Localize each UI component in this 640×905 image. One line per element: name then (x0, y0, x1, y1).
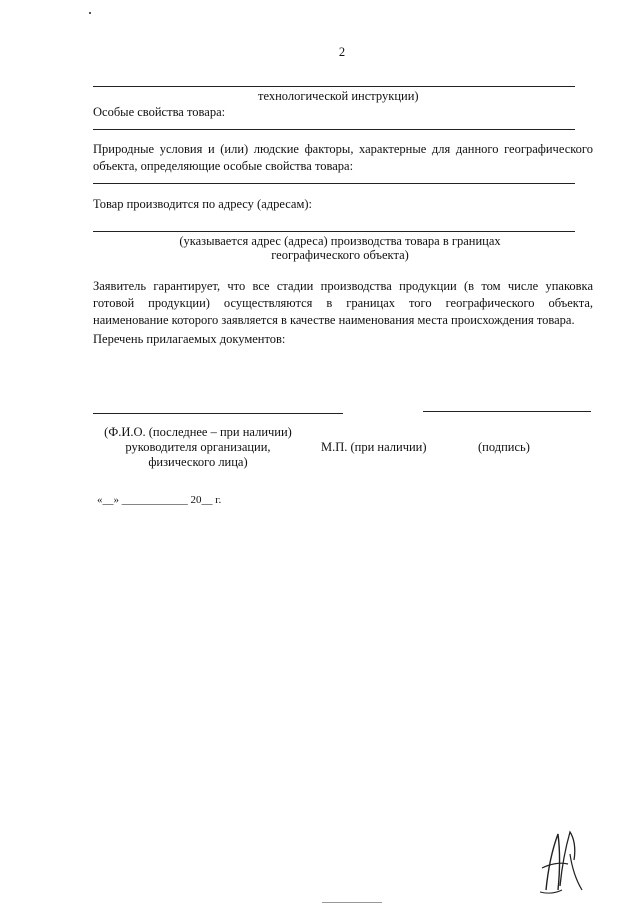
signature-caption: (подпись) (478, 440, 530, 454)
guarantee-text: Заявитель гарантирует, что все стадии производства продукции (в том числе упаковка готовой продукции) осуществляются в границах того географического объекта, наименование которого заявляется в качестве наименования места происхождения товара. (93, 279, 593, 327)
field-line-natural-conditions (93, 183, 575, 184)
field-line-tech-instruction (93, 86, 575, 87)
stamp-caption: М.П. (при наличии) (321, 440, 427, 454)
field-line-address (93, 231, 575, 232)
special-properties-label: Особые свойства товара: (93, 105, 226, 119)
page-number: 2 (338, 45, 346, 59)
address-caption-line2: географического объекта) (271, 248, 409, 262)
scan-speck (89, 12, 91, 14)
address-label: Товар производится по адресу (адресам): (93, 197, 313, 211)
documents-label: Перечень прилагаемых документов: (93, 332, 286, 346)
fio-caption-line2: руководителя организации, (125, 440, 271, 454)
handwritten-initials-icon (530, 820, 590, 900)
address-caption-line1: (указывается адрес (адреса) производства товара в границах (179, 234, 501, 248)
fio-line (93, 413, 343, 414)
natural-conditions-text: Природные условия и (или) людские факторы, характерные для данного географического объекта, определяющие особые свойства товара: (93, 142, 593, 173)
signature-line (423, 411, 591, 412)
scan-edge-mark (322, 902, 382, 903)
fio-caption-line1: (Ф.И.О. (последнее – при наличии) (104, 425, 292, 439)
date-line: «__» ____________ 20__ г. (97, 494, 222, 506)
tech-instruction-caption: технологической инструкции) (258, 89, 419, 103)
fio-caption-line3: физического лица) (148, 455, 248, 469)
field-line-special-properties (93, 129, 575, 130)
